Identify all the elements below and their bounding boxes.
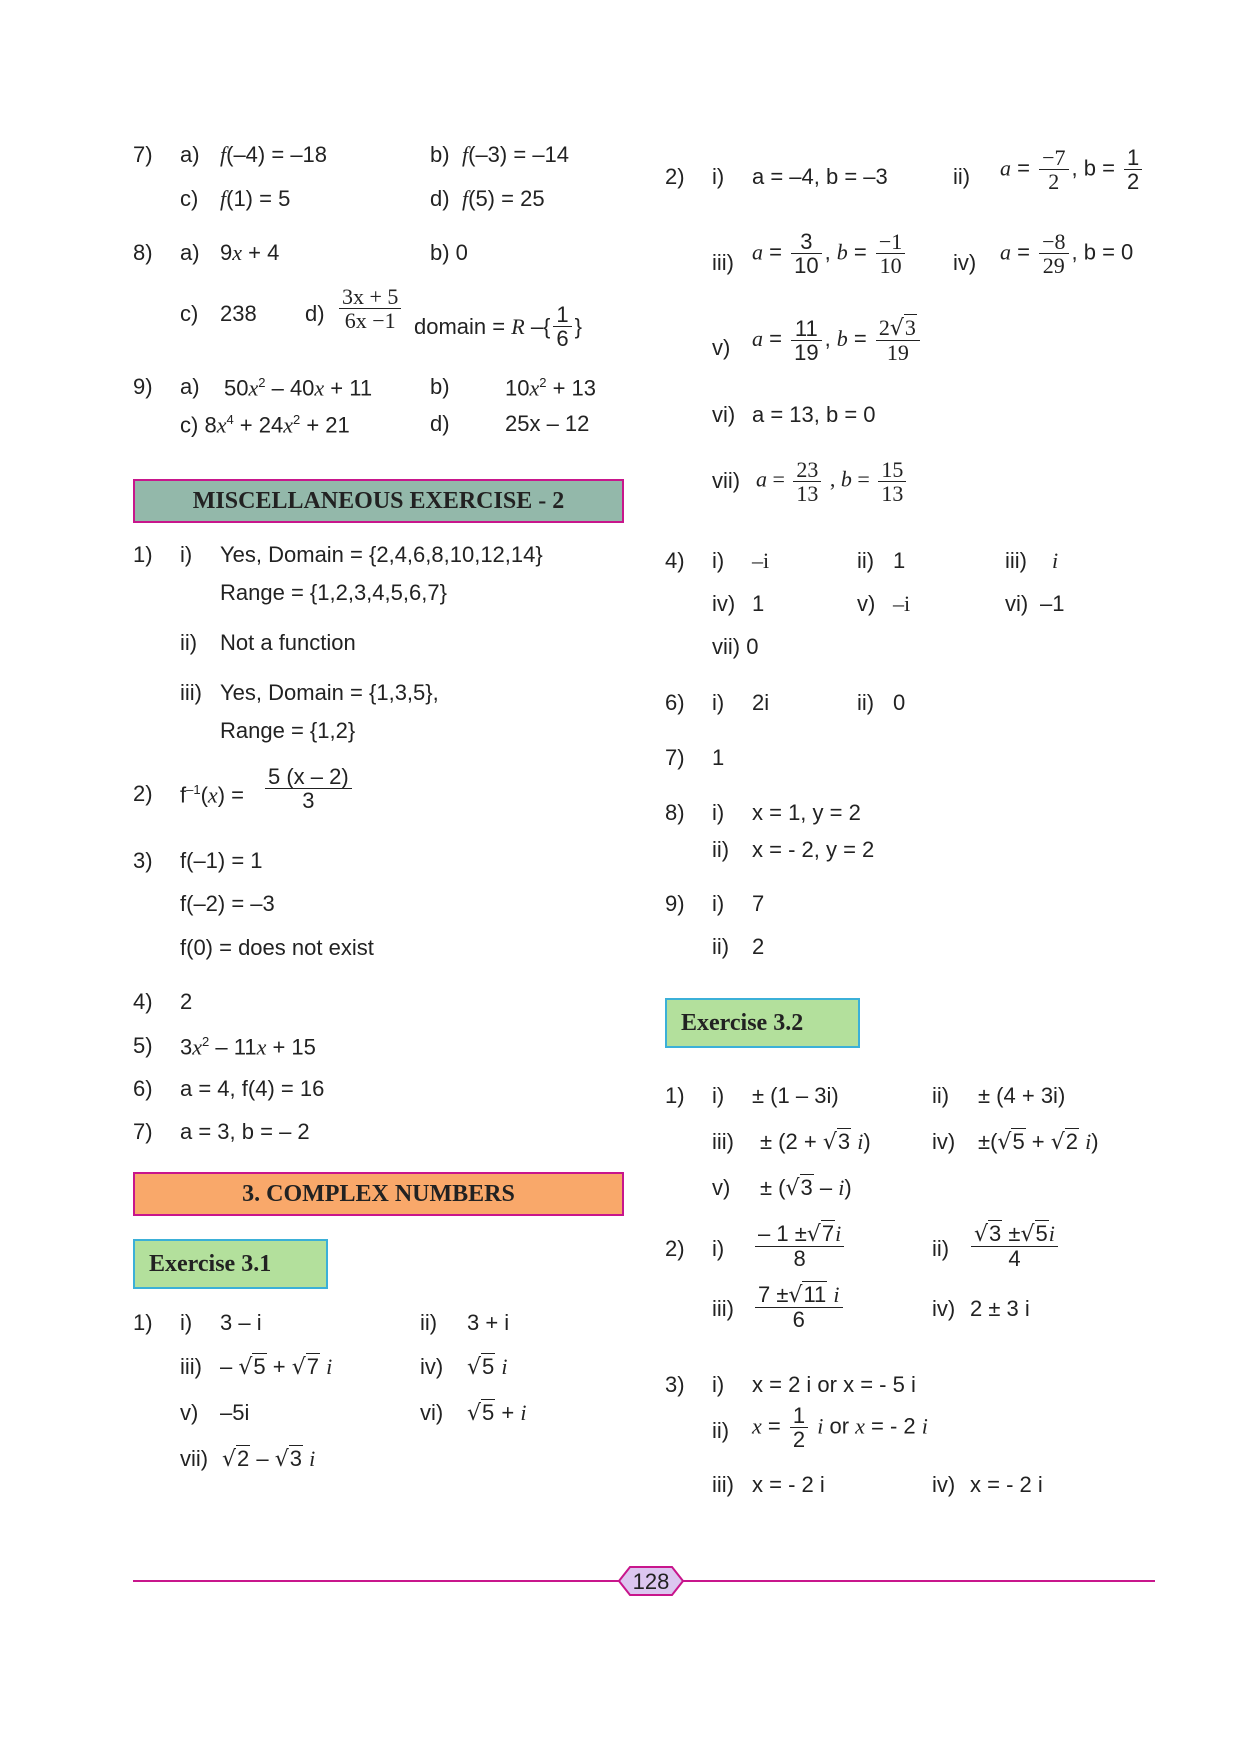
r4-vii-answer: vii) 0 [712,634,759,659]
m5-answer: $3x^2 - 11x + 15$ [180,1034,316,1060]
e32-3-number: 3) [665,1372,685,1397]
r8-ii-label: ii) [712,837,730,862]
m7-number: 7) [133,1119,153,1144]
r4-vi-answer: –1 [1040,591,1065,616]
e31-iv-answer: √5 i [467,1354,508,1380]
r8-i-label: i) [712,800,725,825]
r2-iv-label: iv) [953,250,977,275]
r2-i-label: i) [712,164,725,189]
e32-1-iii-label: iii) [712,1129,734,1154]
q8-b-answer: b) 0 [430,240,468,265]
e31-i-label: i) [180,1310,193,1335]
m1-number: 1) [133,542,153,567]
m3-line-1: f(–1) = 1 [180,848,263,873]
m1-i-label: i) [180,542,193,567]
e32-1-iv-label: iv) [932,1129,956,1154]
e31-iv-label: iv) [420,1354,444,1379]
e32-3-iv-answer: x = - 2 i [970,1472,1043,1497]
r2-vi-answer: a = 13, b = 0 [752,402,876,427]
r2-vii-answer: a = $\frac{23}{13}$ , b = $\frac{15}{13}$ [756,458,909,505]
r6-ii-label: ii) [857,690,875,715]
m2-numerator: 5 (x – 2) [268,764,349,789]
q8-c-label: c) [180,301,199,326]
m4-answer: 2 [180,989,193,1014]
m6-answer: a = 4, f(4) = 16 [180,1076,325,1101]
r7-number: 7) [665,745,685,770]
r9-number: 9) [665,891,685,916]
r6-ii-answer: 0 [893,690,906,715]
q7-a-label: a) [180,142,200,167]
e32-2-iv-label: iv) [932,1296,956,1321]
e32-2-i-answer: $\frac{- 1 \pm√7i}{8}$ [752,1222,847,1270]
q8-d-domain: domain = R –{ $\frac{1}{6}$ } [414,302,583,352]
q8-c-answer: 238 [220,301,257,326]
m2-number: 2) [133,781,153,806]
q7-a-answer: f(–4) = –18 [220,142,328,167]
r4-number: 4) [665,548,685,573]
q9-number: 9) [133,374,153,399]
e32-3-iii-label: iii) [712,1472,734,1497]
m3-number: 3) [133,848,153,873]
r6-number: 6) [665,690,685,715]
e32-1-iv-answer: ±(√5 + √2 i) [978,1129,1099,1155]
r8-i-answer: x = 1, y = 2 [752,800,861,825]
q8-d-label: d) [305,301,325,326]
complex-numbers-heading: 3. COMPLEX NUMBERS [133,1172,624,1216]
r2-v-answer: a = $\frac{11}{19}$ , b = $\frac{2√3}{19}$ [752,316,923,364]
e31-v-label: v) [180,1400,199,1425]
e31-i-answer: 3 – i [220,1310,262,1335]
e32-1-iii-answer: ± (2 + √3 i) [760,1129,871,1155]
q8-domain-num: 1 [556,302,569,327]
m3-line-2: f(–2) = –3 [180,891,275,916]
e32-3-i-answer: x = 2 i or x = - 5 i [752,1372,916,1397]
e32-3-ii-label: ii) [712,1418,730,1443]
e32-1-ii-label: ii) [932,1083,950,1108]
q9-d-label: d) [430,411,450,436]
e32-2-ii-answer: $\frac{√3 \pm√5i}{4}$ [968,1222,1061,1270]
m1-i-range: Range = {1,2,3,4,5,6,7} [220,580,447,605]
r2-iv-answer: a = $\frac{-8}{29}$ , b = 0 [1000,229,1134,279]
q9-b-answer: $10x^2 + 13$ [505,375,597,401]
q9-a-answer: $50x^2 - 40x + 11$ [224,375,373,401]
m1-iii-range: Range = {1,2} [220,718,356,743]
e32-2-iii-answer: $\frac{7 \pm√11 i}{6}$ [752,1283,846,1331]
e32-2-number: 2) [665,1236,685,1261]
m4-number: 4) [133,989,153,1014]
e32-1-v-label: v) [712,1175,731,1200]
r9-ii-label: ii) [712,934,730,959]
e32-2-ii-label: ii) [932,1236,950,1261]
e31-iii-label: iii) [180,1354,202,1379]
q7-d-label: d) [430,186,450,211]
m1-ii-answer: Not a function [220,630,356,655]
r7-answer: 1 [712,745,725,770]
r4-iv-label: iv) [712,591,736,616]
r2-iii-label: iii) [712,250,734,275]
q7-c-answer: f(1) = 5 [220,186,291,211]
q8-domain-den: 6 [553,326,571,350]
q9-c-answer: c) $8x^4 + 24x^2 + 21$ [180,412,350,438]
e31-ii-answer: 3 + i [467,1310,510,1335]
q8-d-denominator: 6x −1 [339,308,401,332]
e32-1-i-label: i) [712,1083,725,1108]
r2-ii-label: ii) [953,164,971,189]
m7-answer: a = 3, b = – 2 [180,1119,310,1144]
r4-v-answer: –i [893,591,911,616]
r4-i-label: i) [712,548,725,573]
page-number-badge [618,1566,684,1596]
r2-number: 2) [665,164,685,189]
r4-ii-label: ii) [857,548,875,573]
q8-a-answer: 9x + 4 [220,240,280,265]
m3-line-3: f(0) = does not exist [180,935,374,960]
r2-v-label: v) [712,335,731,360]
e31-v-answer: –5i [220,1400,250,1425]
m1-i-domain: Yes, Domain = {2,4,6,8,10,12,14} [220,542,543,567]
e31-iii-answer: – √5 + √7 i [220,1354,333,1380]
q9-c-label: c) [180,412,199,438]
m5-number: 5) [133,1033,153,1058]
q9-d-answer: 25x – 12 [505,411,590,436]
r2-i-answer: a = –4, b = –3 [752,164,888,189]
page-number: 128 [632,1569,670,1594]
e32-2-i-label: i) [712,1236,725,1261]
e32-1-ii-answer: ± (4 + 3i) [978,1083,1066,1108]
e32-3-i-label: i) [712,1372,725,1397]
e32-3-ii-answer: x = $\frac{1}{2}$ i or x = - 2 i [752,1403,928,1453]
e32-3-iii-answer: x = - 2 i [752,1472,825,1497]
r4-iv-answer: 1 [752,591,765,616]
r8-ii-answer: x = - 2, y = 2 [752,837,875,862]
e32-1-number: 1) [665,1083,685,1108]
q7-b-answer: f(–3) = –14 [462,142,570,167]
q7-c-label: c) [180,186,199,211]
exercise-3-2-heading: Exercise 3.2 [665,998,860,1048]
e31-number: 1) [133,1310,153,1335]
e31-vi-answer: √5 + i [467,1400,527,1426]
m2-inverse-label: $f^{-1}(x)$ = [180,782,244,808]
r2-vii-label: vii) [712,468,741,493]
e32-2-iii-label: iii) [712,1296,734,1321]
r2-ii-answer: a = $\frac{-7}{2}$ , b = $\frac{1}{2}$ [1000,146,1145,193]
q7-number: 7) [133,142,153,167]
m1-iii-domain: Yes, Domain = {1,3,5}, [220,680,439,705]
q8-number: 8) [133,240,153,265]
r4-i-answer: –i [752,548,770,573]
m1-iii-label: iii) [180,680,202,705]
e32-2-iv-answer: 2 ± 3 i [970,1296,1030,1321]
e32-1-v-answer: ± (√3 – i) [760,1175,852,1201]
q8-domain-label: domain = [414,314,506,340]
r9-ii-answer: 2 [752,934,765,959]
r4-iii-answer: i [1052,548,1059,573]
e32-1-i-answer: ± (1 – 3i) [752,1083,839,1108]
misc-exercise-heading: MISCELLANEOUS EXERCISE - 2 [133,479,624,523]
q8-a-label: a) [180,240,200,265]
m6-number: 6) [133,1076,153,1101]
r8-number: 8) [665,800,685,825]
q7-d-answer: f(5) = 25 [462,186,545,211]
r4-v-label: v) [857,591,876,616]
r2-iii-answer: a = $\frac{3}{10}$ , b = $\frac{-1}{10}$ [752,230,908,277]
r9-i-answer: 7 [752,891,765,916]
e31-vii-answer: √2 – √3 i [222,1446,316,1472]
q8-d-fraction [336,285,404,332]
m1-ii-label: ii) [180,630,198,655]
r6-i-label: i) [712,690,725,715]
r6-i-answer: 2i [752,690,770,715]
r4-ii-answer: 1 [893,548,906,573]
m2-fraction [262,765,355,812]
exercise-3-1-heading: Exercise 3.1 [133,1239,328,1289]
m2-denominator: 3 [265,788,352,812]
e31-ii-label: ii) [420,1310,438,1335]
r2-vi-label: vi) [712,402,736,427]
r9-i-label: i) [712,891,725,916]
q7-b-label: b) [430,142,450,167]
e31-vi-label: vi) [420,1400,444,1425]
q8-d-numerator: 3x + 5 [342,284,399,309]
e32-3-iv-label: iv) [932,1472,956,1497]
q9-b-label: b) [430,374,450,399]
e31-vii-label: vii) [180,1446,209,1471]
r4-vi-label: vi) [1005,591,1029,616]
r4-iii-label: iii) [1005,548,1027,573]
q9-a-label: a) [180,374,200,399]
